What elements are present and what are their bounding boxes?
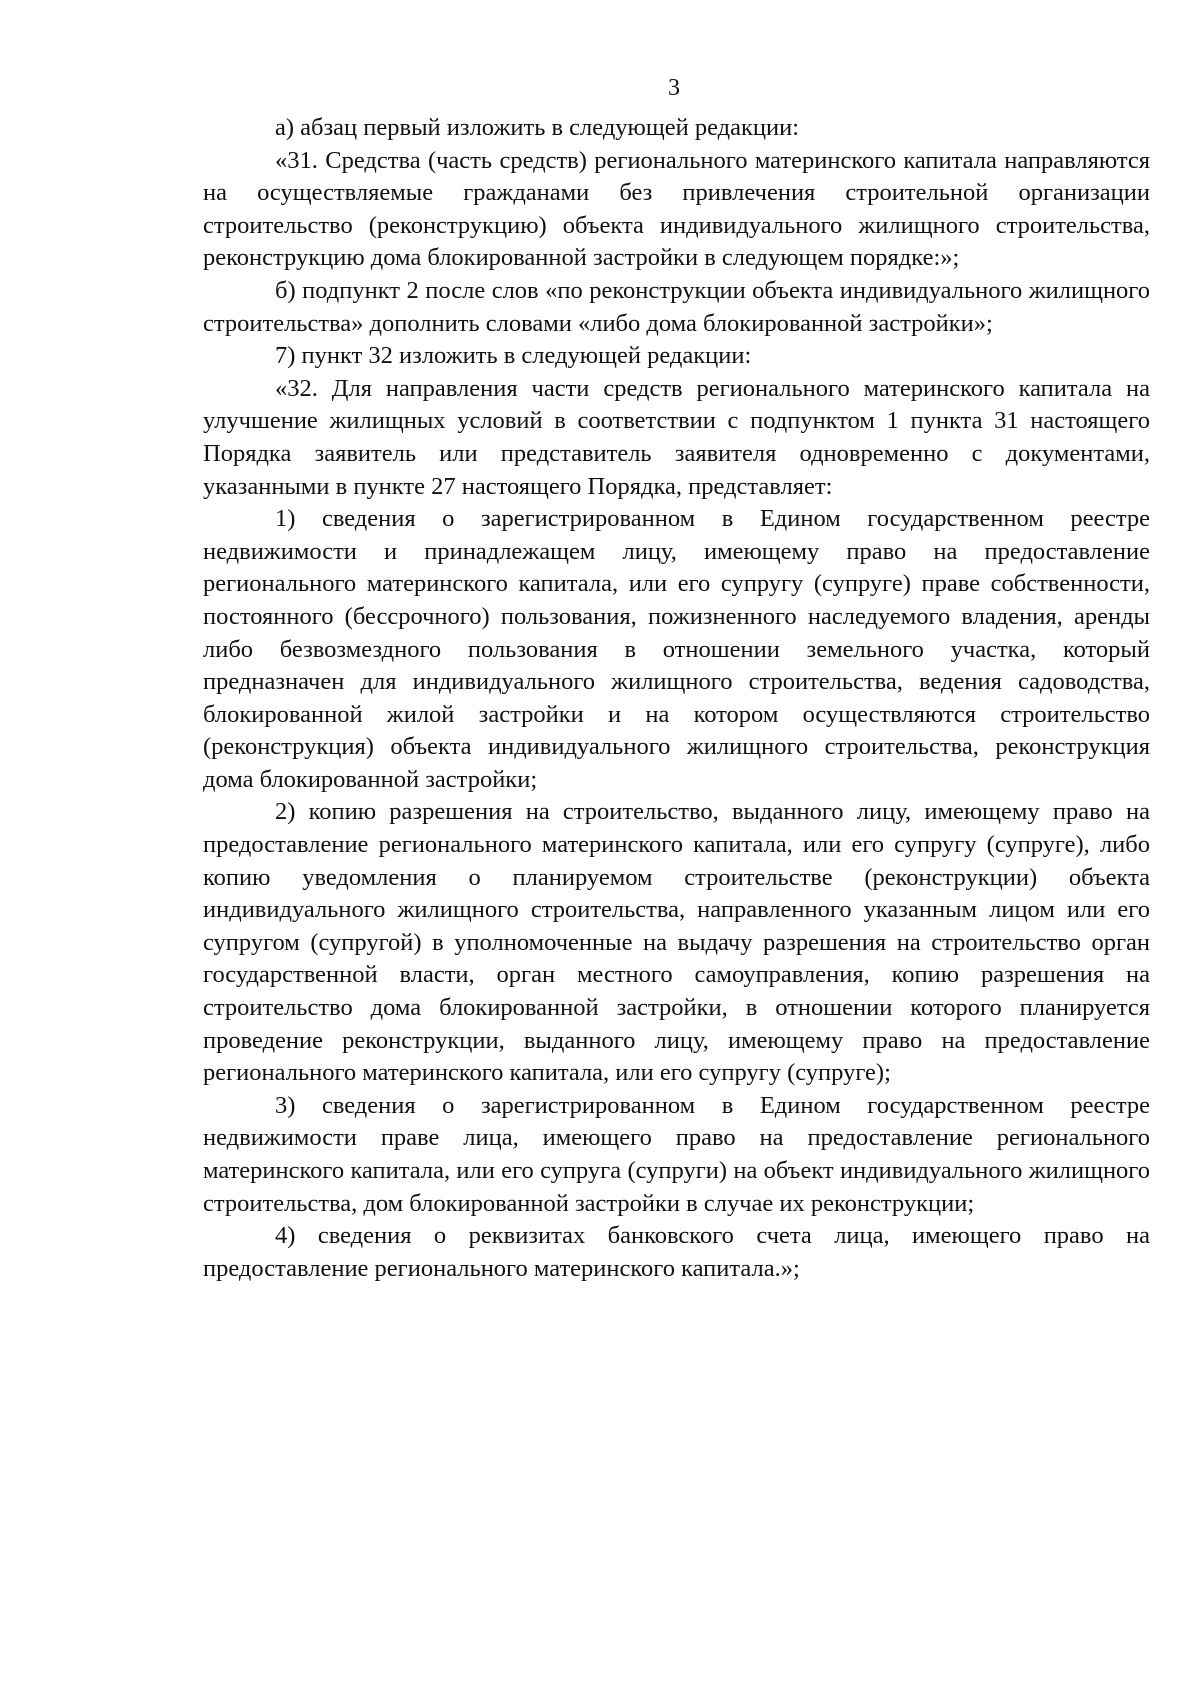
paragraph-subpoint-1: 1) сведения о зарегистрированном в Едином государственном реестре недвижимости и принадлежащем лицу, имеющему право на предоставление регионального материнского капитала, или его супругу (супруге) праве собственности, постоянного (бессрочного) пользования, пожизненного наследуемого владения, аренды либо безвозмездного пользования в отношении земельного участка, который предназначен для индивидуального жилищного строительства, ведения садоводства, блокированной жилой застройки и на котором осуществляются строительство (реконструкция) объекта индивидуального жилищного строительства, реконструкция дома блокированной застройки; (203, 505, 1150, 793)
paragraph-subitem-a: а) абзац первый изложить в следующей редакции: (275, 114, 800, 141)
paragraph-point-32-text: «32. Для направления части средств регионального материнского капитала на улучшение жилищных условий в соответствии с подпунктом 1 пункта 31 настоящего Порядка заявитель или представитель заявителя одновременно с документами, указанными в пункте 27 настоящего Порядка, представляет: (203, 374, 1150, 500)
paragraph-subpoint-3: 3) сведения о зарегистрированном в Едином государственном реестре недвижимости праве лица, имеющего право на предоставление регионального материнского капитала, или его супруга (супруги) на объект индивидуального жилищного строительства, дом блокированной застройки в случае их реконструкции; (203, 1091, 1150, 1217)
paragraph-subpoint-2: 2) копию разрешения на строительство, выданного лицу, имеющему право на предоставление регионального материнского капитала, или его супругу (супруге), либо копию уведомления о планируемом строительстве (реконструкции) объекта индивидуального жилищного строительства, направленного указанным лицом или его супругом (супругой) в уполномоченные на выдачу разрешения на строительство орган государственной власти, орган местного самоуправления, копию разрешения на строительство дома блокированной застройки, в отношении которого планируется проведение реконструкции, выданного лицу, имеющему право на предоставление регионального материнского капитала, или его супругу (супруге); (203, 798, 1150, 1087)
paragraph-point-31-text: «31. Средства (часть средств) регионального материнского капитала направляются на осуществляемые гражданами без привлечения строительной организации строительство (реконструкцию) объекта индивидуального жилищного строительства, реконструкцию дома блокированной застройки в следующем порядке:»; (203, 146, 1150, 272)
paragraph-item-7: 7) пункт 32 изложить в следующей редакции: (275, 342, 752, 370)
page-number: 3 (668, 75, 680, 101)
paragraph-subpoint-4: 4) сведения о реквизитах банковского счета лица, имеющего право на предоставление регионального материнского капитала.»; (203, 1222, 1150, 1282)
paragraph-subitem-b: б) подпункт 2 после слов «по реконструкции объекта индивидуального жилищного строительства» дополнить словами «либо дома блокированной застройки»; (203, 276, 1150, 337)
document-body (203, 112, 1150, 1285)
